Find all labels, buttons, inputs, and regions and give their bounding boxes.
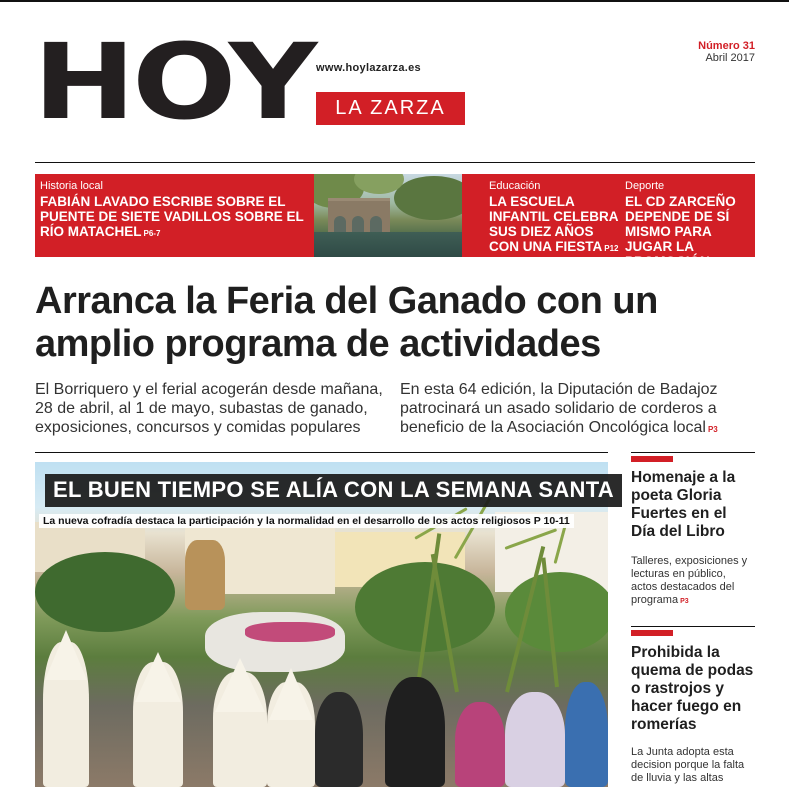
masthead-divider bbox=[35, 162, 755, 163]
sidebar-headline[interactable]: Prohibida la quema de podas o rastrojos y hacer fuego en romerías bbox=[631, 644, 754, 733]
sidebar-accent-tab bbox=[631, 630, 673, 636]
promo-headline[interactable]: FABIÁN LAVADO ESCRIBE SOBRE EL PUENTE DE SIETE VADILLOS SOBRE EL RÍO MATACHEL P6-7 bbox=[40, 194, 304, 239]
lead-deck-left: El Borriquero y el ferial acogerán desde mañana, 28 de abril, al 1 de mayo, subastas de ganado, exposiciones, concursos y comidas populares bbox=[35, 381, 383, 436]
page-ref: P12 bbox=[604, 244, 619, 253]
promo-history[interactable] bbox=[40, 180, 310, 241]
sidebar-summary: La Junta adopta esta decision porque la falta de lluvia y las altas bbox=[631, 746, 745, 784]
issue-date: Abril 2017 bbox=[705, 52, 755, 64]
sidebar-story-quema[interactable] bbox=[631, 644, 755, 785]
promo-category: Historia local bbox=[40, 180, 103, 192]
page-ref: P6-7 bbox=[143, 229, 161, 238]
promo-headline[interactable]: LA ESCUELA INFANTIL CELEBRA SUS DIEZ AÑOS CON UNA FIESTA P12 bbox=[489, 194, 619, 254]
page-ref: P3 bbox=[680, 598, 689, 605]
lead-deck-right: En esta 64 edición, la Diputación de Badajoz patrocinará un asado solidario de corderos a beneficio de la Asociación Oncológica local P3 bbox=[400, 381, 718, 436]
promo-photo-bridge[interactable] bbox=[314, 174, 462, 257]
page-ref: P3 bbox=[707, 425, 718, 434]
page-ref: P15 bbox=[711, 259, 726, 268]
sidebar-rule bbox=[631, 452, 755, 453]
sidebar-rule bbox=[631, 626, 755, 627]
sidebar-story-gloria-fuertes[interactable] bbox=[631, 469, 755, 608]
site-url[interactable]: www.hoylazarza.es bbox=[316, 62, 421, 74]
sidebar-accent-tab bbox=[631, 456, 673, 462]
procession-photo[interactable] bbox=[35, 462, 608, 787]
promo-category: Educación bbox=[489, 180, 541, 192]
edition-town-badge: LA ZARZA bbox=[316, 92, 465, 125]
promo-headline[interactable]: EL CD ZARCEÑO DEPENDE DE SÍ MISMO PARA JUGAR LA PROMOCIÓN P15 bbox=[625, 194, 736, 269]
photo-story-headline[interactable]: EL BUEN TIEMPO SE ALÍA CON LA SEMANA SANTA bbox=[45, 474, 622, 507]
sidebar-headline[interactable]: Homenaje a la poeta Gloria Fuertes en el Día del Libro bbox=[631, 469, 736, 540]
promo-sports[interactable] bbox=[625, 180, 753, 271]
lead-headline[interactable]: Arranca la Feria del Ganado con un amplio programa de actividades bbox=[35, 280, 658, 365]
masthead-logo[interactable]: HOY bbox=[33, 21, 314, 143]
issue-number: Número 31 bbox=[698, 40, 755, 52]
section-divider bbox=[35, 452, 608, 453]
promo-education[interactable] bbox=[489, 180, 619, 256]
promo-category: Deporte bbox=[625, 180, 665, 192]
top-rule bbox=[0, 0, 789, 2]
sidebar-summary: Talleres, exposiciones y lecturas en público, actos destacados del programa P3 bbox=[631, 555, 748, 606]
photo-caption: La nueva cofradía destaca la participación y la normalidad en el desarrollo de los actos religiosos P 10-11 bbox=[39, 514, 574, 528]
